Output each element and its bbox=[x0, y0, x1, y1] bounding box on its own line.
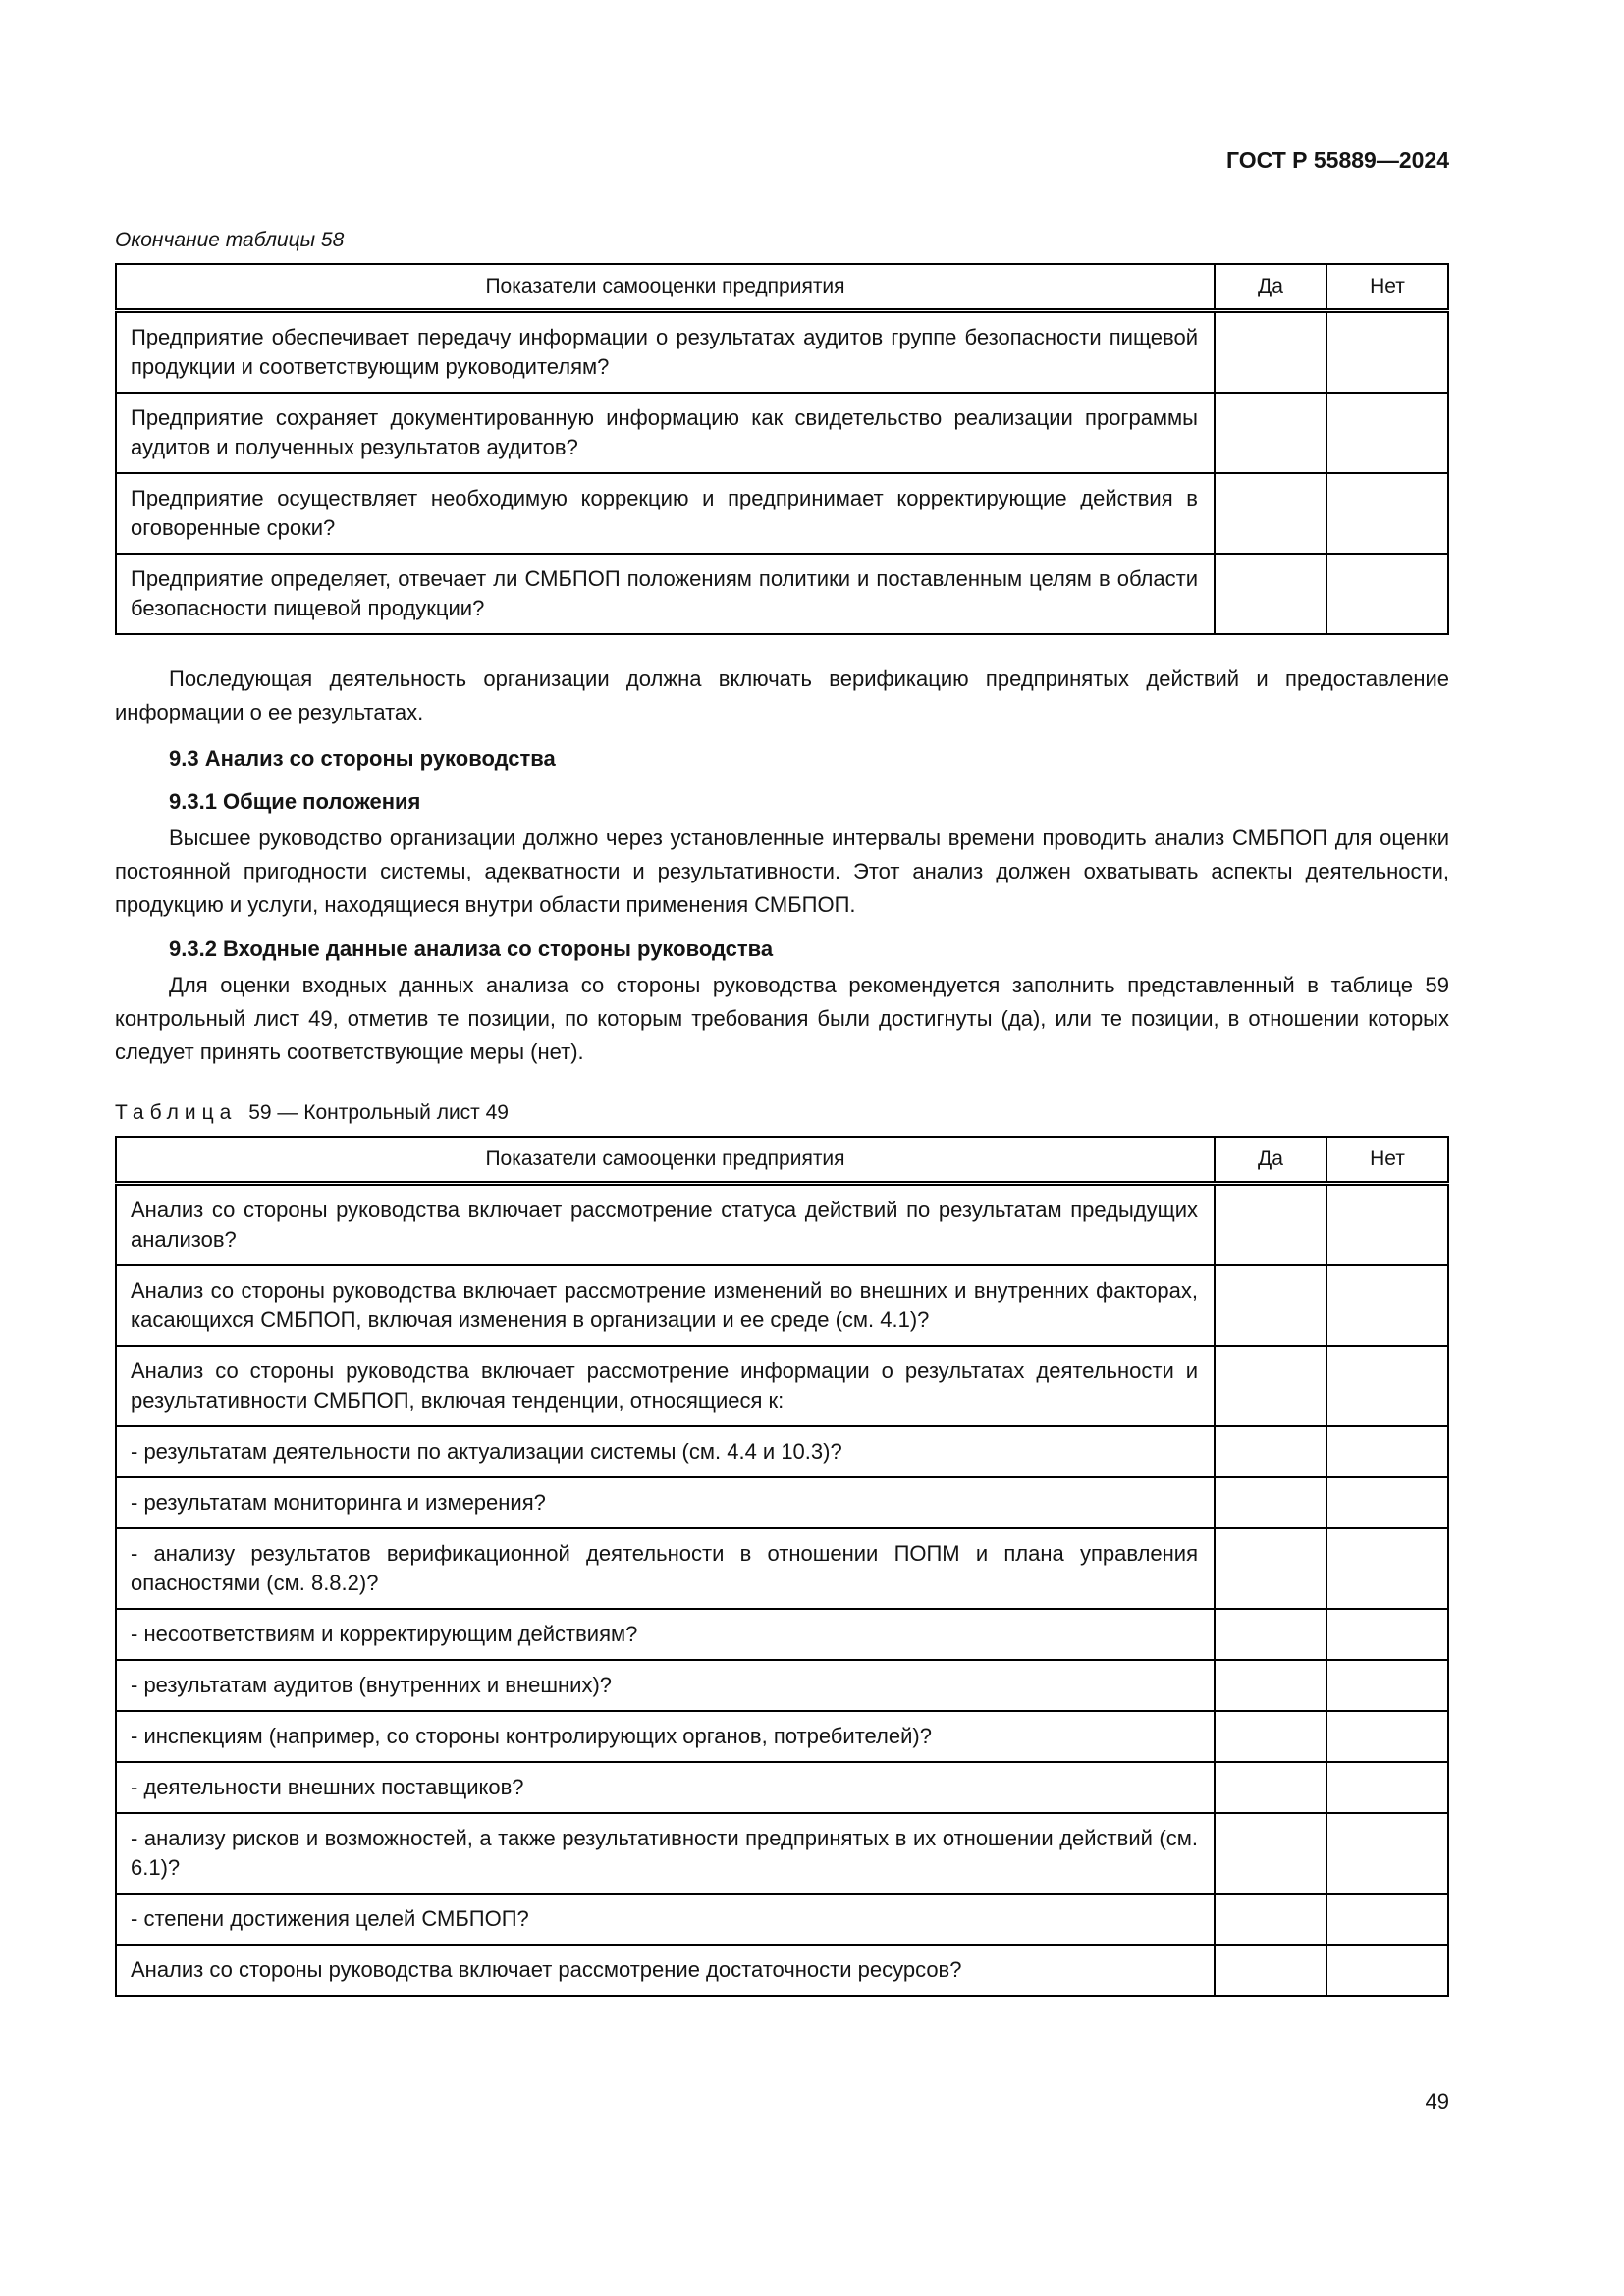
yes-column-header: Да bbox=[1215, 264, 1326, 311]
indicator-cell: Предприятие определяет, отвечает ли СМБПОП положениям политики и поставленным целям в области безопасности пищевой продукции? bbox=[116, 554, 1215, 634]
indicator-cell: - анализу результатов верификационной деятельности в отношении ПОПМ и плана управления опасностями (см. 8.8.2)? bbox=[116, 1528, 1215, 1609]
yes-answer-cell bbox=[1215, 393, 1326, 473]
paragraph-9-3-2: Для оценки входных данных анализа со стороны руководства рекомендуется заполнить представленный в таблице 59 контрольный лист 49, отметив те позиции, по которым требования были достигнуты (да), или те позиции, в отношении которых следует принять соответствующие меры (нет). bbox=[115, 973, 1449, 1064]
table-row bbox=[116, 1711, 1448, 1762]
table-59-caption bbox=[115, 1100, 1449, 1126]
no-answer-cell bbox=[1326, 1528, 1448, 1609]
no-answer-cell bbox=[1326, 1184, 1448, 1266]
indicator-cell: - результатам деятельности по актуализации системы (см. 4.4 и 10.3)? bbox=[116, 1426, 1215, 1477]
no-answer-cell bbox=[1326, 1945, 1448, 1996]
yes-answer-cell bbox=[1215, 1184, 1326, 1266]
indicator-cell: - результатам мониторинга и измерения? bbox=[116, 1477, 1215, 1528]
yes-answer-cell bbox=[1215, 1945, 1326, 1996]
yes-answer-cell bbox=[1215, 554, 1326, 634]
no-answer-cell bbox=[1326, 1711, 1448, 1762]
table-59-body bbox=[116, 1184, 1448, 1997]
yes-answer-cell bbox=[1215, 1660, 1326, 1711]
table-58-continuation-caption: Окончание таблицы 58 bbox=[115, 229, 345, 251]
table-row bbox=[116, 1609, 1448, 1660]
table-row bbox=[116, 311, 1448, 394]
table-58 bbox=[115, 263, 1449, 635]
yes-answer-cell bbox=[1215, 473, 1326, 554]
no-answer-cell bbox=[1326, 1426, 1448, 1477]
section-heading-9-3: 9.3 Анализ со стороны руководства bbox=[169, 746, 556, 771]
paragraph-9-3-1: Высшее руководство организации должно через установленные интервалы времени проводить анализ СМБПОП для оценки постоянной пригодности системы, адекватности и результативности. Этот анализ должен охватывать аспекты деятельности, продукцию и услуги, находящиеся внутри области применения СМБПОП. bbox=[115, 826, 1449, 917]
table-row bbox=[116, 1813, 1448, 1894]
yes-answer-cell bbox=[1215, 1762, 1326, 1813]
no-column-header: Нет bbox=[1326, 264, 1448, 311]
paragraph-after-table-58: Последующая деятельность организации должна включать верификацию предпринятых действий и предоставление информации о ее результатах. bbox=[115, 667, 1449, 724]
yes-answer-cell bbox=[1215, 1265, 1326, 1346]
indicator-cell: Анализ со стороны руководства включает рассмотрение информации о результатах деятельности и результативности СМБПОП, включая тенденции, относящиеся к: bbox=[116, 1346, 1215, 1426]
section-heading-9-3-1: 9.3.1 Общие положения bbox=[169, 789, 421, 814]
yes-answer-cell bbox=[1215, 311, 1326, 394]
no-answer-cell bbox=[1326, 1265, 1448, 1346]
table-row bbox=[116, 554, 1448, 634]
yes-answer-cell bbox=[1215, 1426, 1326, 1477]
indicator-cell: - степени достижения целей СМБПОП? bbox=[116, 1894, 1215, 1945]
table-row bbox=[116, 1184, 1448, 1266]
table-row bbox=[116, 1945, 1448, 1996]
no-answer-cell bbox=[1326, 1894, 1448, 1945]
indicator-column-header: Показатели самооценки предприятия bbox=[116, 264, 1215, 311]
table-row bbox=[116, 1265, 1448, 1346]
no-answer-cell bbox=[1326, 554, 1448, 634]
table-59 bbox=[115, 1136, 1449, 1997]
indicator-cell: - несоответствиям и корректирующим действиям? bbox=[116, 1609, 1215, 1660]
table-row bbox=[116, 1660, 1448, 1711]
table-row bbox=[116, 473, 1448, 554]
table-59-header-row bbox=[116, 1137, 1448, 1184]
no-answer-cell bbox=[1326, 1660, 1448, 1711]
yes-answer-cell bbox=[1215, 1346, 1326, 1426]
no-answer-cell bbox=[1326, 393, 1448, 473]
document-header: ГОСТ Р 55889—2024 bbox=[1226, 147, 1449, 173]
table-58-body bbox=[116, 311, 1448, 635]
table-58-header-row bbox=[116, 264, 1448, 311]
yes-column-header: Да bbox=[1215, 1137, 1326, 1184]
table-row bbox=[116, 1346, 1448, 1426]
no-answer-cell bbox=[1326, 473, 1448, 554]
no-answer-cell bbox=[1326, 1346, 1448, 1426]
no-answer-cell bbox=[1326, 311, 1448, 394]
indicator-cell: - деятельности внешних поставщиков? bbox=[116, 1762, 1215, 1813]
no-answer-cell bbox=[1326, 1609, 1448, 1660]
no-answer-cell bbox=[1326, 1762, 1448, 1813]
indicator-cell: - анализу рисков и возможностей, а также результативности предпринятых в их отношении действий (см. 6.1)? bbox=[116, 1813, 1215, 1894]
table-row bbox=[116, 1762, 1448, 1813]
yes-answer-cell bbox=[1215, 1894, 1326, 1945]
no-column-header: Нет bbox=[1326, 1137, 1448, 1184]
indicator-cell: Анализ со стороны руководства включает рассмотрение достаточности ресурсов? bbox=[116, 1945, 1215, 1996]
table-row bbox=[116, 393, 1448, 473]
yes-answer-cell bbox=[1215, 1528, 1326, 1609]
yes-answer-cell bbox=[1215, 1609, 1326, 1660]
indicator-column-header: Показатели самооценки предприятия bbox=[116, 1137, 1215, 1184]
table-59-caption-word: Таблица bbox=[115, 1101, 238, 1124]
table-row bbox=[116, 1528, 1448, 1609]
indicator-cell: - результатам аудитов (внутренних и внешних)? bbox=[116, 1660, 1215, 1711]
table-row bbox=[116, 1477, 1448, 1528]
table-row bbox=[116, 1894, 1448, 1945]
yes-answer-cell bbox=[1215, 1711, 1326, 1762]
indicator-cell: Предприятие обеспечивает передачу информации о результатах аудитов группе безопасности пищевой продукции и соответствующим руководителям? bbox=[116, 311, 1215, 394]
indicator-cell: Предприятие сохраняет документированную информацию как свидетельство реализации программы аудитов и полученных результатов аудитов? bbox=[116, 393, 1215, 473]
yes-answer-cell bbox=[1215, 1813, 1326, 1894]
table-59-caption-text: 59 — Контрольный лист 49 bbox=[248, 1101, 509, 1124]
no-answer-cell bbox=[1326, 1477, 1448, 1528]
no-answer-cell bbox=[1326, 1813, 1448, 1894]
yes-answer-cell bbox=[1215, 1477, 1326, 1528]
page-content bbox=[115, 147, 1449, 1997]
indicator-cell: Анализ со стороны руководства включает рассмотрение статуса действий по результатам предыдущих анализов? bbox=[116, 1184, 1215, 1266]
page-number: 49 bbox=[1425, 2089, 1449, 2113]
section-heading-9-3-2: 9.3.2 Входные данные анализа со стороны руководства bbox=[169, 936, 774, 961]
indicator-cell: - инспекциям (например, со стороны контролирующих органов, потребителей)? bbox=[116, 1711, 1215, 1762]
table-row bbox=[116, 1426, 1448, 1477]
indicator-cell: Анализ со стороны руководства включает рассмотрение изменений во внешних и внутренних факторах, касающихся СМБПОП, включая изменения в организации и ее среде (см. 4.1)? bbox=[116, 1265, 1215, 1346]
indicator-cell: Предприятие осуществляет необходимую коррекцию и предпринимает корректирующие действия в оговоренные сроки? bbox=[116, 473, 1215, 554]
